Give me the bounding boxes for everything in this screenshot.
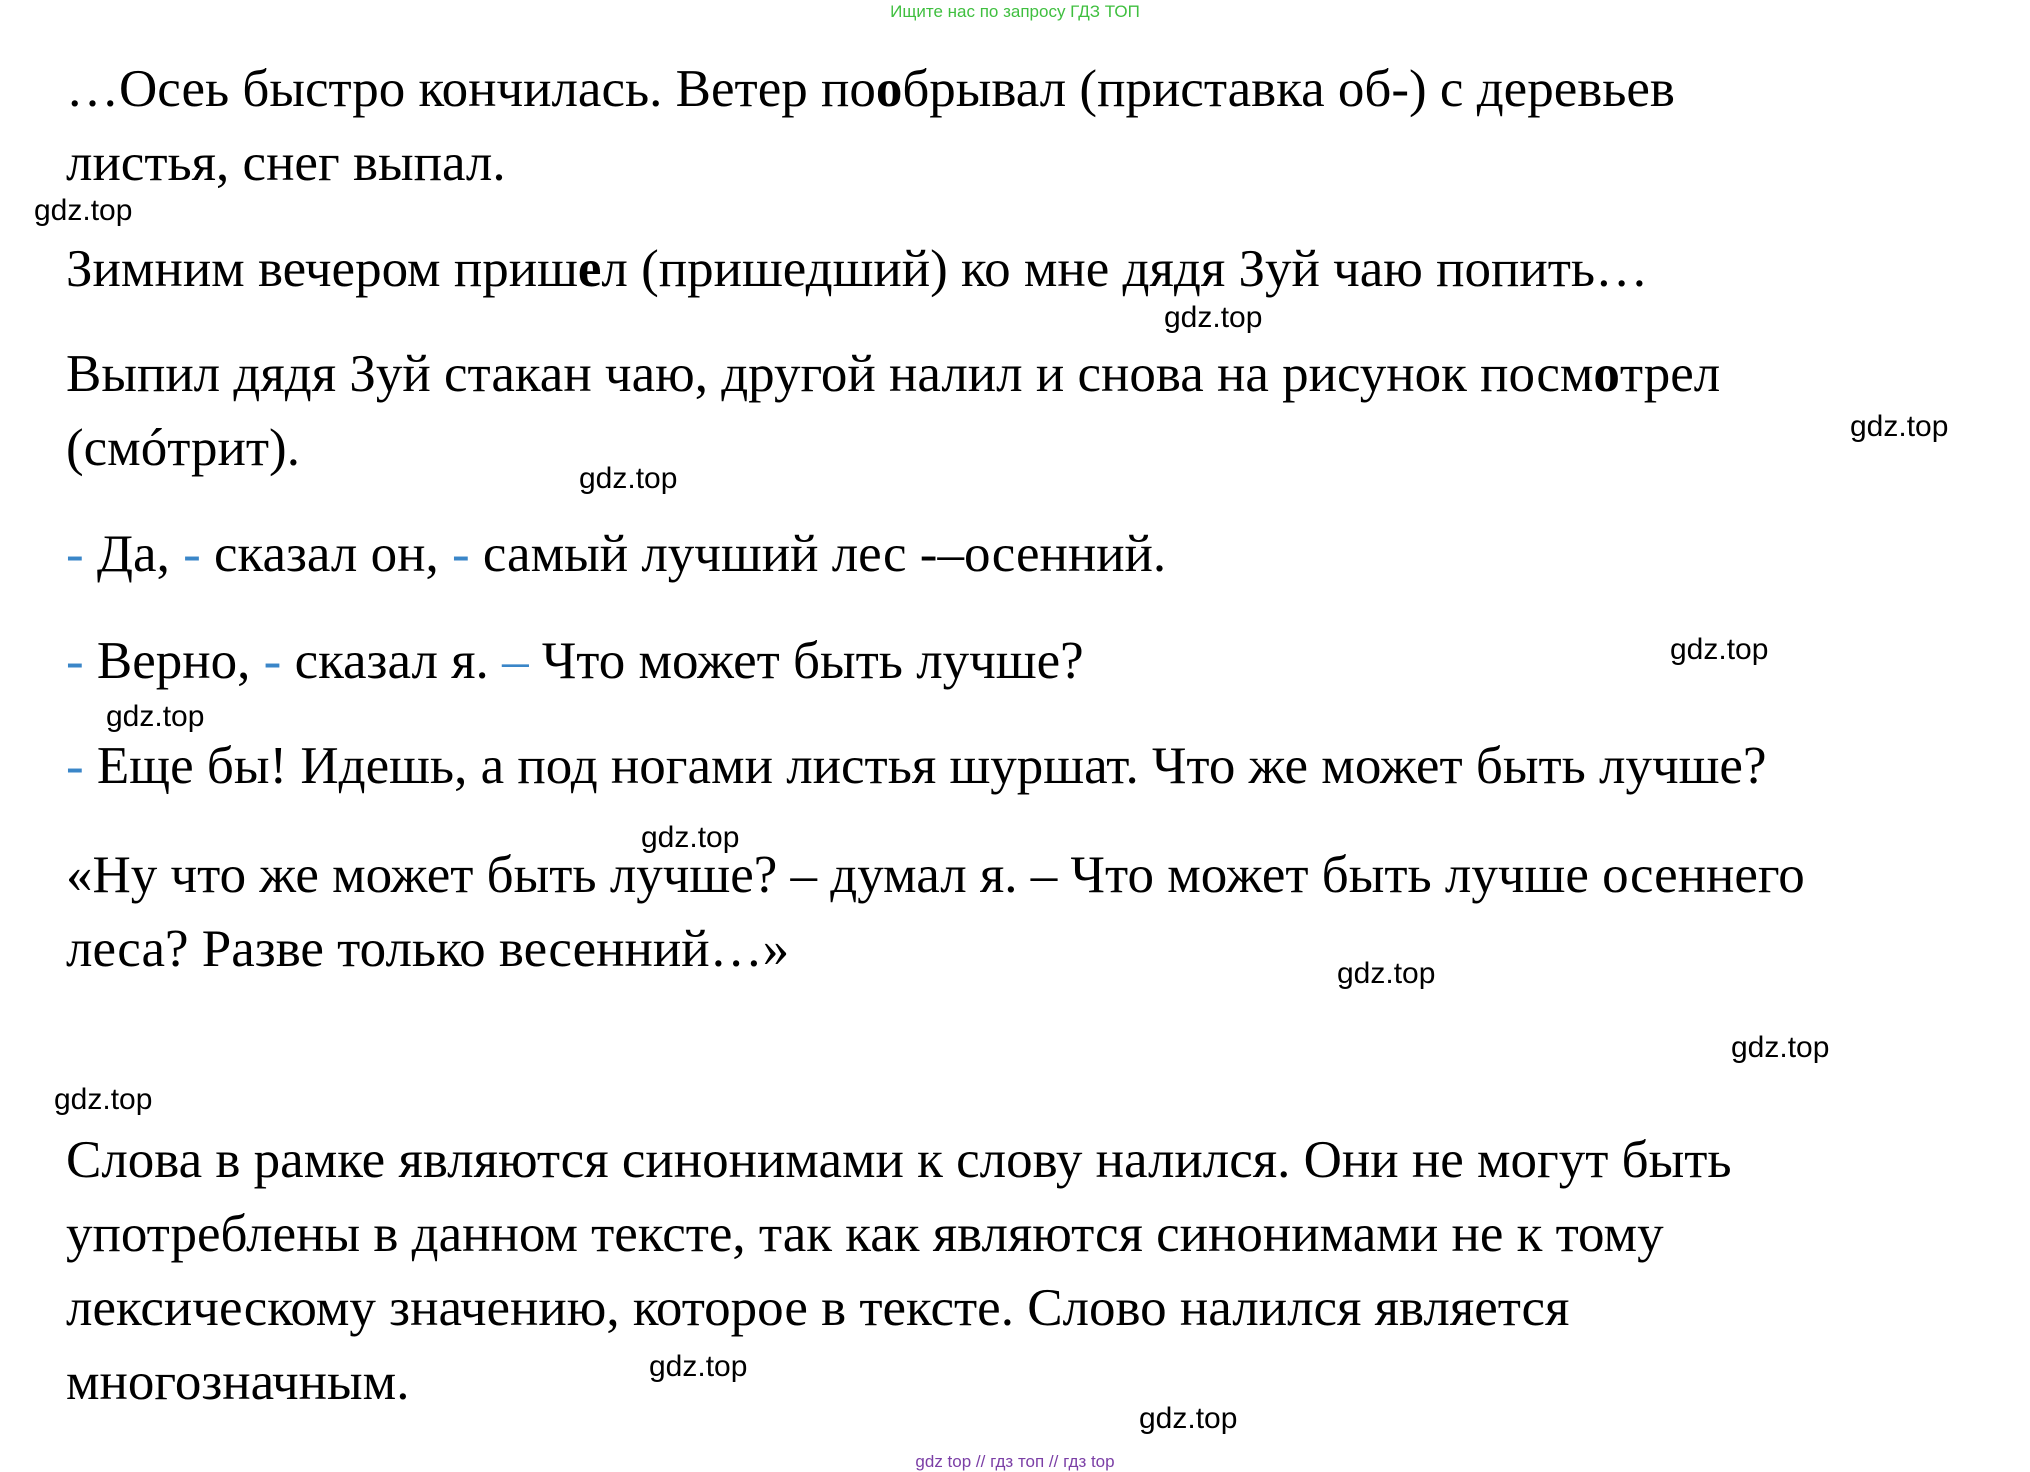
watermark: gdz.top	[1850, 410, 1949, 443]
paragraph-5-line-1	[66, 624, 1084, 698]
bottom-banner: gdz top // гдз топ // гдз top	[915, 1452, 1115, 1471]
dialogue-dash: -	[183, 525, 201, 583]
watermark: gdz.top	[106, 700, 205, 733]
paragraph-8	[66, 1123, 1732, 1419]
text-segment: самый лучший лес -–осенний.	[469, 525, 1167, 583]
watermark: gdz.top	[579, 462, 678, 495]
paragraph-7-line-2: леса? Разве только весенний…»	[66, 920, 790, 978]
text-segment: Зимним вечером приш	[66, 240, 578, 298]
paragraph-4-line-1	[66, 517, 1166, 591]
watermark: gdz.top	[1164, 301, 1263, 334]
text-segment: Да,	[83, 525, 184, 583]
paragraph-1	[66, 52, 1675, 200]
dialogue-dash: -	[66, 525, 84, 583]
paragraph-7	[66, 838, 1805, 986]
text-segment: сказал он,	[200, 525, 452, 583]
paragraph-6	[66, 729, 1766, 803]
text-segment: Выпил дядя Зуй стакан чаю, другой налил и снова на рисунок посм	[66, 345, 1594, 403]
paragraph-8-line-3: лексическому значению, которое в тексте. Слово налился является	[66, 1279, 1570, 1337]
watermark: gdz.top	[1670, 633, 1769, 666]
text-segment: Верно,	[83, 632, 264, 690]
dialogue-dash: -	[451, 525, 470, 583]
text-segment: сказал я.	[281, 632, 503, 690]
highlighted-letter: о	[875, 60, 903, 118]
paragraph-4	[66, 517, 1166, 591]
text-segment: Что может быть лучше?	[528, 632, 1084, 690]
watermark: gdz.top	[649, 1350, 748, 1383]
paragraph-5	[66, 624, 1084, 698]
text-segment: Еще бы! Идешь, а под ногами листья шуршат. Что же может быть лучше?	[83, 737, 1767, 795]
watermark: gdz.top	[641, 821, 740, 854]
dialogue-dash: –	[502, 632, 529, 690]
watermark: gdz.top	[1139, 1402, 1238, 1435]
paragraph-1-line-1	[66, 52, 1675, 126]
text-segment: трел	[1619, 345, 1721, 403]
text-segment: брывал (приставка об-) с деревьев	[902, 60, 1675, 118]
text-segment: …Осеь быстро кончилась. Ветер по	[66, 60, 876, 118]
text-segment: л (пришедший) ко мне дядя Зуй чаю попить…	[601, 240, 1649, 298]
paragraph-8-line-2: употреблены в данном тексте, так как являются синонимами не к тому	[66, 1205, 1664, 1263]
dialogue-dash: -	[263, 632, 282, 690]
paragraph-3-line-1	[66, 337, 1720, 411]
dialogue-dash: -	[66, 737, 84, 795]
highlighted-letter: е	[577, 240, 602, 298]
paragraph-8-line-4: многозначным.	[66, 1353, 410, 1411]
watermark: gdz.top	[54, 1083, 153, 1116]
paragraph-3-line-2: (смóтрит).	[66, 419, 300, 477]
paragraph-6-line-1	[66, 729, 1766, 803]
watermark: gdz.top	[1337, 957, 1436, 990]
watermark: gdz.top	[34, 194, 133, 227]
highlighted-letter: о	[1593, 345, 1620, 403]
top-banner: Ищите нас по запросу ГДЗ ТОП	[890, 2, 1140, 21]
paragraph-2	[66, 232, 1648, 306]
watermark: gdz.top	[1731, 1031, 1830, 1064]
paragraph-1-line-2: листья, снег выпал.	[66, 134, 506, 192]
paragraph-7-line-1: «Ну что же может быть лучше? – думал я. – Что может быть лучше осеннего	[66, 846, 1805, 904]
paragraph-2-line-1	[66, 232, 1648, 306]
dialogue-dash: -	[66, 632, 84, 690]
paragraph-8-line-1: Слова в рамке являются синонимами к слову налился. Они не могут быть	[66, 1131, 1732, 1189]
paragraph-3	[66, 337, 1720, 485]
